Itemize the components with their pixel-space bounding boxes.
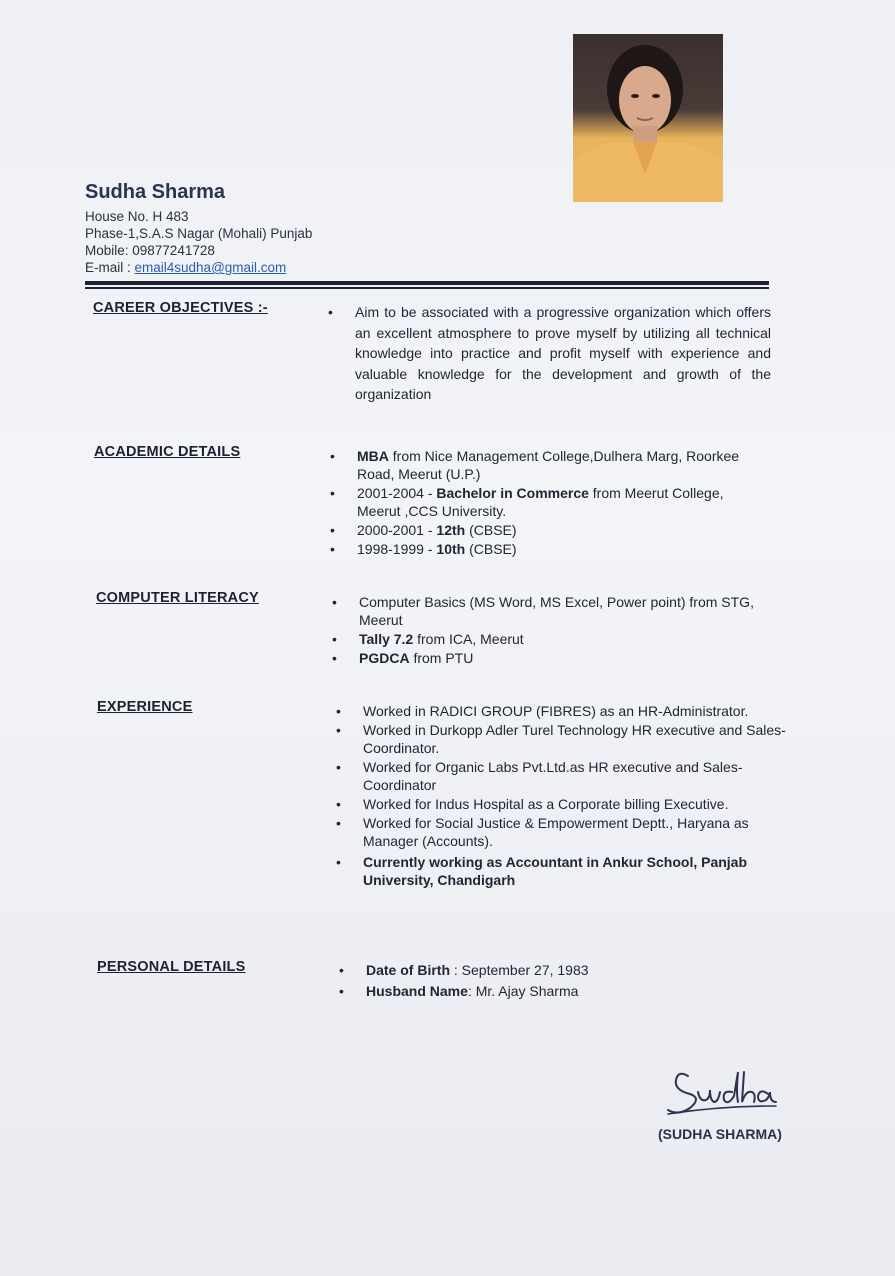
personal-item: • Husband Name: Mr. Ajay Sharma bbox=[366, 982, 766, 1000]
academic-item: • 2000-2001 - 12th (CBSE) bbox=[357, 521, 762, 539]
experience-item: • Worked for Indus Hospital as a Corporate billing Executive. bbox=[363, 795, 788, 813]
address-line-2: Phase-1,S.A.S Nagar (Mohali) Punjab bbox=[85, 226, 313, 241]
profile-photo bbox=[573, 34, 723, 202]
email-label: E-mail : bbox=[85, 260, 135, 275]
address-line-1: House No. H 483 bbox=[85, 209, 189, 224]
computer-item: • Computer Basics (MS Word, MS Excel, Power point) from STG, Meerut bbox=[359, 593, 764, 629]
academic-item: • 1998-1999 - 10th (CBSE) bbox=[357, 540, 762, 558]
header-divider-thick bbox=[85, 281, 769, 285]
computer-item: • PGDCA from PTU bbox=[359, 649, 764, 667]
email-link[interactable]: email4sudha@gmail.com bbox=[134, 260, 287, 275]
career-objective-text: • Aim to be associated with a progressive organization which offers an excellent atmosphere to prove myself by utilizing all technical knowledge into practice and profit myself with experience and valuable knowledge for the development and growth of the organization bbox=[355, 302, 771, 405]
experience-item: • Worked for Social Justice & Empowerment Deptt., Haryana as Manager (Accounts). bbox=[363, 814, 788, 850]
personal-item: • Date of Birth : September 27, 1983 bbox=[366, 961, 766, 979]
experience-title: EXPERIENCE bbox=[97, 699, 193, 715]
academic-item: • MBA from Nice Management College,Dulhera Marg, Roorkee Road, Meerut (U.P.) bbox=[357, 447, 762, 483]
experience-item: • Worked for Organic Labs Pvt.Ltd.as HR executive and Sales-Coordinator bbox=[363, 758, 788, 794]
experience-item: • Worked in Durkopp Adler Turel Technology HR executive and Sales-Coordinator. bbox=[363, 721, 788, 757]
career-objectives-title: CAREER OBJECTIVES :- bbox=[93, 300, 268, 316]
experience-item: • Worked in RADICI GROUP (FIBRES) as an HR-Administrator. bbox=[363, 702, 788, 720]
candidate-name: Sudha Sharma bbox=[85, 181, 226, 203]
mobile-number: Mobile: 09877241728 bbox=[85, 243, 215, 258]
email-line bbox=[85, 259, 312, 276]
personal-details-title: PERSONAL DETAILS bbox=[97, 959, 246, 975]
signature-caption: (SUDHA SHARMA) bbox=[658, 1126, 782, 1142]
contact-header bbox=[85, 180, 312, 276]
computer-literacy-title: COMPUTER LITERACY bbox=[96, 590, 259, 606]
computer-item: • Tally 7.2 from ICA, Meerut bbox=[359, 630, 764, 648]
academic-item: • 2001-2004 - Bachelor in Commerce from Meerut College, Meerut ,CCS University. bbox=[357, 484, 762, 520]
header-divider-thin bbox=[85, 287, 769, 289]
academic-details-title: ACADEMIC DETAILS bbox=[94, 444, 241, 460]
experience-item: • Currently working as Accountant in Ankur School, Panjab University, Chandigarh bbox=[363, 853, 788, 889]
handwritten-signature bbox=[660, 1062, 790, 1122]
